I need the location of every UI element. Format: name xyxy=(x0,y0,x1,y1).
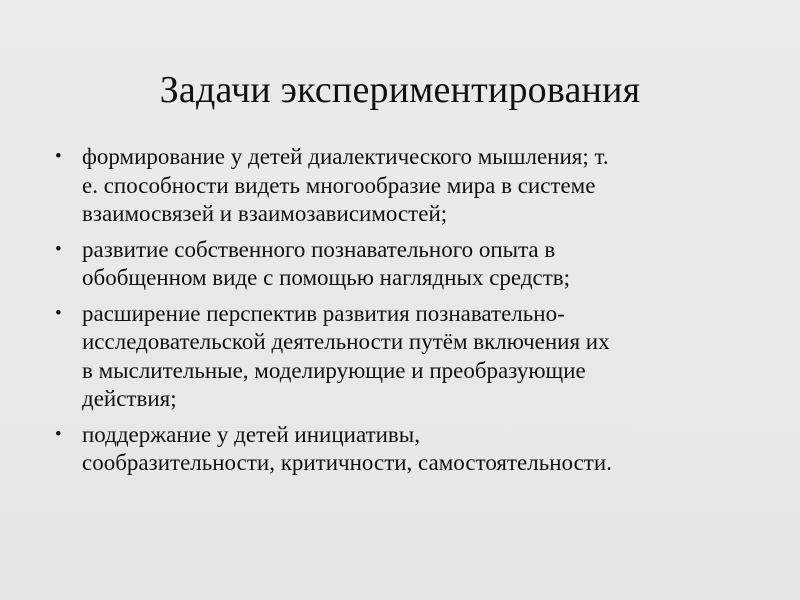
bullet-text: развитие собственного познавательного опыта в обобщенном виде с помощью наглядных средств; xyxy=(82,236,571,290)
bullet-dot-icon: • xyxy=(55,302,62,324)
bullet-list xyxy=(52,143,762,485)
bullet-item xyxy=(52,236,762,293)
slide-title: Задачи экспериментирования xyxy=(159,69,641,111)
bullet-item xyxy=(52,421,762,478)
bullet-text: расширение перспектив развития познавательно- исследовательской деятельности путём включения их в мыслительные, моделирующие и преобразующие действия; xyxy=(82,300,610,411)
bullet-item xyxy=(52,143,762,229)
bullet-item xyxy=(52,300,762,414)
bullet-text: формирование у детей диалектического мышления; т. е. способности видеть многообразие мира в системе взаимосвязей и взаимозависимостей; xyxy=(82,144,609,226)
bullet-dot-icon: • xyxy=(55,146,62,167)
bullet-dot-icon: • xyxy=(55,423,62,445)
bullet-dot-icon: • xyxy=(55,238,62,260)
bullet-text: поддержание у детей инициативы, сообразительности, критичности, самостоятельности. xyxy=(82,421,612,475)
